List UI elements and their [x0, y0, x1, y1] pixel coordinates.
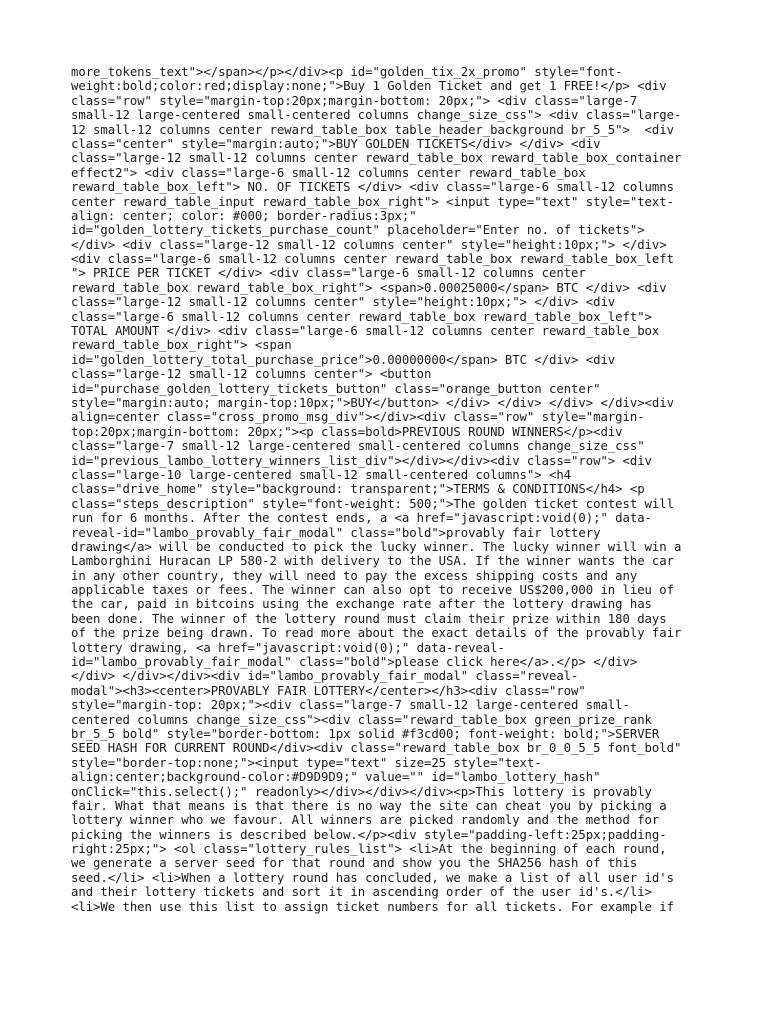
text-line: align=center class="cross_promo_msg_div"></div><div class="row" style="margin- — [71, 410, 645, 425]
text-line: class="large-6 small-12 columns center reward_table_box reward_table_box_left"> — [71, 309, 652, 324]
text-line: center reward_table_input reward_table_box_right"> <input type="text" style="text- — [71, 194, 674, 209]
text-line: "> PRICE PER TICKET </div> <div class="large-6 small-12 columns center — [71, 266, 586, 281]
text-line: onClick="this.select();" readonly></div></div></div><p>This lottery is provably — [71, 784, 652, 799]
text-line: we generate a server seed for that round and show you the SHA256 hash of this — [71, 856, 638, 871]
text-line: style="margin-top: 20px;"><div class="large-7 small-12 large-centered small- — [71, 698, 630, 713]
text-line: id="golden_lottery_total_purchase_price">0.00000000</span> BTC </div> <div — [71, 352, 616, 367]
text-line: been done. The winner of the lottery round must claim their prize within 180 days — [71, 611, 667, 626]
text-line: class="large-12 small-12 columns center"> <button — [71, 367, 432, 382]
text-line: style="border-top:none;"><input type="text" size=25 style="text- — [71, 755, 542, 770]
text-line: reveal-id="lambo_provably_fair_modal" class="bold">provably fair lottery — [71, 525, 601, 540]
text-line: run for 6 months. After the contest ends, a <a href="javascript:void(0);" data- — [71, 511, 652, 526]
text-line: align: center; color: #000; border-radius:3px;" — [71, 208, 417, 223]
text-line: reward_table_box_right"> <span — [71, 338, 292, 353]
text-line: and their lottery tickets and sort it in ascending order of the user id's.</li> — [71, 885, 652, 900]
text-line: TOTAL AMOUNT </div> <div class="large-6 small-12 columns center reward_table_box — [71, 324, 660, 339]
text-line: style="margin:auto; margin-top:10px;">BUY</button> </div> </div> </div> </div><div — [71, 395, 674, 410]
text-line: id="purchase_golden_lottery_tickets_button" class="orange_button center" — [71, 381, 601, 396]
text-line: lottery drawing, <a href="javascript:void(0);" data-reveal- — [71, 640, 505, 655]
text-line: reward_table_box_left"> NO. OF TICKETS </div> <div class="large-6 small-12 columns — [71, 180, 674, 195]
source-code-text — [71, 65, 711, 914]
text-line: more_tokens_text"></span></p></div><p id="golden_tix_2x_promo" style="font- — [71, 65, 623, 79]
text-line: <div class="large-6 small-12 columns center reward_table_box reward_table_box_left — [71, 252, 674, 267]
text-line: class="large-10 large-centered small-12 small-centered columns"> <h4 — [71, 467, 572, 482]
text-line: reward_table_box reward_table_box_right"> <span>0.00025000</span> BTC </div> <div — [71, 280, 667, 295]
text-line: right:25px;"> <ol class="lottery_rules_list"> <li>At the beginning of each round, — [71, 842, 667, 857]
text-line: <li>We then use this list to assign ticket numbers for all tickets. For example if — [71, 899, 674, 914]
text-line: seed.</li> <li>When a lottery round has concluded, we make a list of all user id's — [71, 870, 674, 885]
text-line: Lamborghini Huracan LP 580-2 with delivery to the USA. If the winner wants the car — [71, 554, 674, 569]
text-line: in any other country, they will need to pay the excess shipping costs and any — [71, 568, 638, 583]
text-line: class="row" style="margin-top:20px;margin-bottom: 20px;"> <div class="large-7 — [71, 93, 638, 108]
text-line: </div> </div></div><div id="lambo_provably_fair_modal" class="reveal- — [71, 669, 579, 684]
text-line: SEED HASH FOR CURRENT ROUND</div><div class="reward_table_box br_0_0_5_5 font_bold" — [71, 741, 682, 756]
text-line: modal"><h3><center>PROVABLY FAIR LOTTERY</center></h3><div class="row" — [71, 683, 586, 698]
text-line: centered columns change_size_css"><div class="reward_table_box green_prize_rank — [71, 712, 652, 727]
text-line: top:20px;margin-bottom: 20px;"><p class=bold>PREVIOUS ROUND WINNERS</p><div — [71, 424, 623, 439]
text-line: class="large-12 small-12 columns center reward_table_box reward_table_box_container — [71, 151, 682, 166]
text-line: id="golden_lottery_tickets_purchase_count" placeholder="Enter no. of tickets"> — [71, 223, 645, 238]
text-line: weight:bold;color:red;display:none;">Buy 1 Golden Ticket and get 1 FREE!</p> <div — [71, 79, 667, 94]
text-line: effect2"> <div class="large-6 small-12 columns center reward_table_box — [71, 165, 586, 180]
text-line: </div> <div class="large-12 small-12 columns center" style="height:10px;"> </div> — [71, 237, 667, 252]
text-line: 12 small-12 columns center reward_table_box table_header_background br_5_5"> <div — [71, 122, 674, 137]
text-line: class="large-7 small-12 large-centered small-centered columns change_size_css" — [71, 439, 645, 454]
text-line: picking the winners is described below.</p><div style="padding-left:25px;padding- — [71, 827, 667, 842]
text-line: id="previous_lambo_lottery_winners_list_div"></div></div><div class="row"> <div — [71, 453, 652, 468]
text-line: lottery winner who we favour. All winners are picked randomly and the method for — [71, 813, 660, 828]
text-line: class="steps_description" style="font-weight: 500;">The golden ticket contest will — [71, 496, 674, 511]
text-line: class="drive_home" style="background: transparent;">TERMS & CONDITIONS</h4> <p — [71, 482, 645, 497]
text-line: br_5_5 bold" style="border-bottom: 1px solid #f3cd00; font-weight: bold;">SERVER — [71, 726, 660, 741]
text-line: small-12 large-centered small-centered columns change_size_css"> <div class="large- — [71, 108, 682, 123]
text-line: id="lambo_provably_fair_modal" class="bold">please click here</a>.</p> </div> — [71, 655, 638, 670]
text-line: align:center;background-color:#D9D9D9;" value="" id="lambo_lottery_hash" — [71, 770, 601, 785]
text-line: applicable taxes or fees. The winner can also opt to receive US$200,000 in lieu of — [71, 583, 674, 598]
text-line: class="large-12 small-12 columns center" style="height:10px;"> </div> <div — [71, 295, 616, 310]
text-line: of the prize being drawn. To read more about the exact details of the provably fair — [71, 626, 682, 641]
text-line: the car, paid in bitcoins using the exchange rate after the lottery drawing has — [71, 597, 652, 612]
text-line: class="center" style="margin:auto;">BUY GOLDEN TICKETS</div> </div> <div — [71, 136, 601, 151]
text-line: drawing</a> will be conducted to pick the lucky winner. The lucky winner will win a — [71, 539, 682, 554]
text-line: fair. What that means is that there is no way the site can cheat you by picking a — [71, 798, 667, 813]
